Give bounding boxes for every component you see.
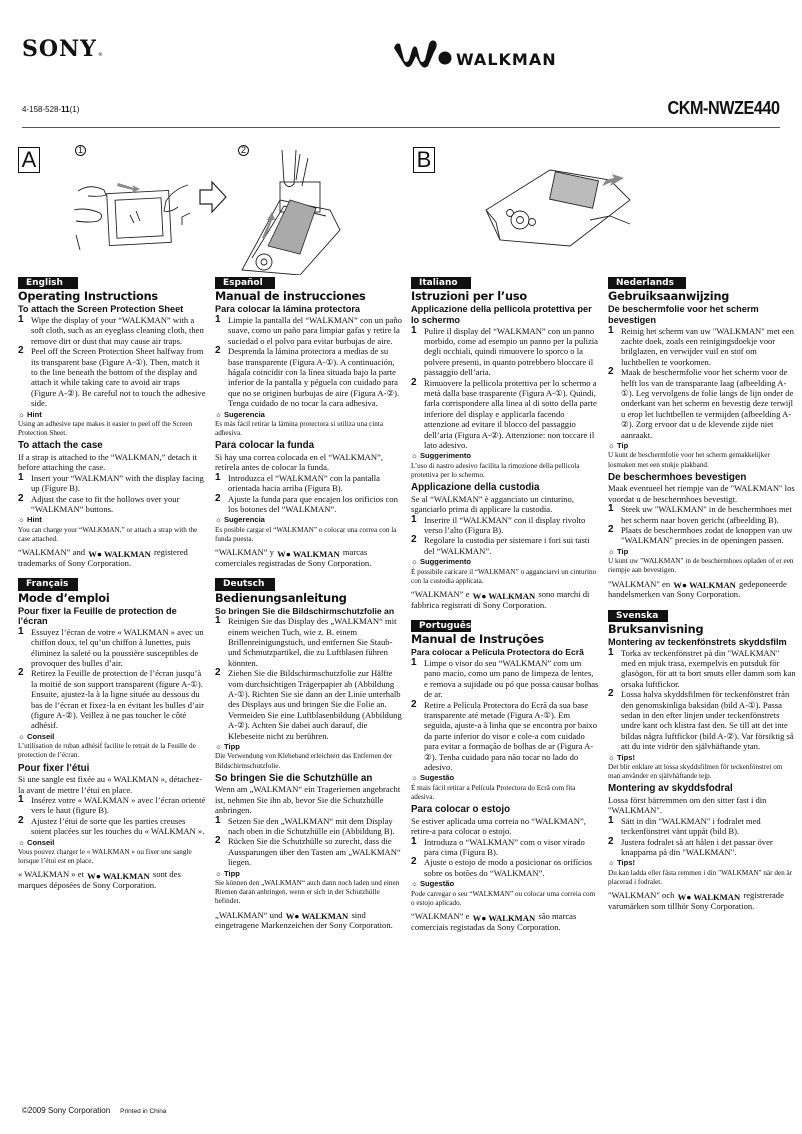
section-title: Operating Instructions [18, 290, 158, 304]
step-list [18, 795, 206, 837]
step-text: Sätt in din "WALKMAN" i fodralet med teckenfönstret vänt uppåt (bild B). [621, 815, 761, 837]
svg-text:WALKMAN: WALKMAN [456, 50, 557, 68]
trademark-pre: "WALKMAN" en [608, 578, 671, 589]
lightbulb-icon: ☼ [411, 879, 418, 889]
walkman-mini-logo-icon: W● WALKMAN [285, 911, 349, 922]
hint-text: Die Verwendung von Klebeband erleichtert das Entfernen der Bildschirmschutzfolie. [215, 752, 393, 770]
hint-text: Es posible cargar el “WALKMAN” o colocar una correa con la funda puesta. [215, 525, 397, 544]
trademark-pre: “WALKMAN” e [411, 589, 470, 600]
step-text: Justera fodralet så att hålen i det passar över knapparna på din "WALKMAN". [621, 836, 773, 857]
lightbulb-icon: ☼ [18, 837, 25, 847]
subsection-heading: So bringen Sie die Bildschirmschutzfolie an [215, 605, 395, 616]
step-text: Ajuste o estojo de modo a posicionar os orifícios sobre os botões do “WALKMAN”. [424, 857, 593, 878]
step-item [411, 515, 599, 536]
attach-sheet-illustration-icon [230, 150, 350, 275]
step-item [608, 326, 796, 368]
subsection-heading: Applicazione della custodia [411, 482, 540, 494]
step-number: 2 [608, 688, 614, 700]
step-number: 2 [18, 345, 24, 357]
step-item [608, 504, 796, 525]
step-text: Introduzca el “WALKMAN” con la pantalla orientada hacia arriba (Figura B). [228, 472, 380, 494]
step-item [215, 473, 403, 494]
step-list [411, 658, 599, 772]
step-number: 2 [608, 835, 614, 847]
language-tab-italiano: Italiano [411, 277, 471, 289]
intro-text: Lossa först bärremmen om den sitter fast i din "WALKMAN". [608, 794, 767, 816]
step-number: 1 [215, 471, 221, 483]
step-item [18, 473, 206, 494]
hint-text: You can charge your “WALKMAN,” or attach a strap with the case attached. [18, 525, 198, 544]
step-list [608, 816, 796, 858]
column-4 [608, 277, 796, 921]
subsection-heading: Applicazione della pellicola protettiva per lo schermo [411, 304, 592, 325]
step-number: 1 [411, 324, 417, 336]
step-item [608, 367, 796, 440]
trademark-pre: « WALKMAN » et [18, 869, 84, 880]
subsection-heading: Pour fixer la Feuille de protection de l’écran [18, 605, 177, 627]
subsection-heading: So bringen Sie die Schutzhülle an [215, 772, 373, 784]
step-text: Adjust the case to fit the hollows over your “WALKMAN” buttons. [31, 493, 180, 514]
step-number: 2 [411, 856, 417, 868]
trademark-post: são marcas comerciais registadas da Sony Corporation. [411, 911, 577, 932]
hint-text: Pode carregar o seu “WALKMAN” ou colocar uma correia com o estojo aplicado. [411, 889, 596, 907]
step-item [411, 837, 599, 858]
language-tab-francais: Français [18, 578, 78, 590]
subsection-heading: Para colocar la funda [215, 440, 315, 452]
header-divider [22, 127, 780, 128]
trademark-notice [608, 579, 796, 600]
step-text: Rücken Sie die Schutzhülle so zurecht, dass die Aussparungen über den Tasten am „WALKMAN“ liegen. [228, 836, 401, 868]
step-text: Ziehen Sie die Bildschirmschutzfolie zur Hälfte vom durchsichtigen Trägerpapier ab (Abbildung A-①). Richten Sie sie dann an der Linie unterhalb des Displays aus und bringen Sie die Folie an. Vermeiden Sie eine Luftblasenbildung (Abbildung A-②). Achten Sie dabei auch darauf, die Klebeseite nicht zu berühren. [228, 668, 402, 741]
printed-in-text: Printed in China [120, 1108, 167, 1115]
part-number-bold: 11 [61, 105, 70, 114]
hint-heading [215, 410, 403, 420]
language-tab-deutsch: Deutsch [215, 578, 275, 590]
step-number: 1 [608, 646, 614, 658]
footer [22, 1106, 166, 1115]
step-number: 1 [215, 615, 221, 627]
hint-heading [608, 441, 796, 451]
step-number: 1 [18, 625, 24, 637]
step-text: Retirez la Feuille de protection de l’écran jusqu’à la moitié de son support transparent (figure A-①). Ensuite, ajustez-la à la ligne située au dessous du bas de l’écran et fixez-la en évitant les bulles d’air (figure A-②). Veillez à ne pas toucher le côté adhésif. [31, 668, 204, 731]
figure-b-label: B [413, 147, 435, 173]
registered-mark: ® [97, 52, 104, 58]
hint-label: Tip [616, 546, 629, 556]
lightbulb-icon: ☼ [608, 752, 615, 762]
hint-label: Suggerimento [419, 557, 472, 567]
lightbulb-icon: ☼ [215, 742, 222, 752]
arrow-right-icon [198, 180, 228, 214]
trademark-notice [18, 547, 206, 568]
case-illustration-icon [480, 160, 640, 250]
copyright-text: ©2009 Sony Corporation [22, 1106, 111, 1115]
hint-text: É mais fácil retirar a Película Protectora do Ecrã com fita adesiva. [411, 783, 576, 802]
step-text: Essuyez l’écran de votre « WALKMAN » avec un chiffon doux, tel qu’un chiffon à lunettes, puis éliminez la saleté ou la poussière susceptibles de provoquer des bulles d’air. [31, 626, 204, 668]
walkman-logo-icon [392, 38, 607, 68]
step-list [608, 326, 796, 440]
step-number: 2 [18, 492, 24, 504]
trademark-pre: „WALKMAN“ und [215, 909, 283, 920]
part-number-suffix: (1) [69, 105, 80, 114]
step-text: Insert your “WALKMAN” with the display facing up (Figure B). [31, 472, 204, 494]
intro-text: Wenn am „WALKMAN“ ein Trageriemen angebracht ist, nehmen Sie ihn ab, bevor Sie die Schutzhülle anbringen. [215, 784, 401, 816]
hint-label: Sugerencia [223, 515, 265, 525]
trademark-pre: “WALKMAN” y [215, 547, 274, 558]
column-2 [215, 277, 403, 941]
section-nederlands [608, 277, 796, 600]
figure-a-step-2: 2 [238, 145, 249, 156]
language-tab-nederlands: Nederlands [608, 277, 686, 289]
column-3 [411, 277, 599, 942]
step-text: Limpe o visor do seu “WALKMAN” com um pano macio, como um pano de limpeza de lentes, e remova a sujidade ou pó que possa causar bolhas de ar. [424, 657, 599, 700]
trademark-notice [215, 547, 403, 568]
section-title: Gebruiksaanwijzing [608, 290, 730, 304]
lightbulb-icon: ☼ [608, 441, 615, 451]
step-number: 1 [215, 314, 221, 325]
step-number: 1 [215, 814, 221, 826]
hint-text: Using an adhesive tape makes it easier to peel off the Screen Protection Sheet. [18, 420, 193, 438]
step-item [18, 315, 206, 346]
trademark-notice [608, 890, 796, 911]
step-item [608, 525, 796, 546]
step-list [18, 473, 206, 515]
step-text: Steek uw "WALKMAN" in de beschermhoes met het scherm naar boven gericht (afbeelding B). [621, 504, 792, 525]
step-list [18, 627, 206, 731]
hint-heading [411, 879, 599, 889]
step-text: Reinigen Sie das Display des „WALKMAN“ mit einem weichen Tuch, wie z. B. einem Brillenreinigungstuch, und entfernen Sie Staub- und Schmutzpartikel, die zu Luftblasen führen könnten. [228, 616, 397, 668]
lightbulb-icon: ☼ [411, 773, 418, 783]
intro-text: Se al “WALKMAN” è agganciato un cinturino, sganciarlo prima di applicare la custodia. [411, 493, 574, 515]
trademark-post: marcas comerciales registradas de Sony Corporation. [215, 547, 372, 568]
hint-label: Hint [26, 515, 42, 525]
step-item [411, 700, 599, 773]
language-tab-svenska: Svenska [608, 610, 668, 622]
subsection-heading: De beschermfolie voor het scherm bevestigen [608, 304, 759, 325]
step-number: 1 [608, 814, 614, 826]
hint-heading [608, 858, 796, 868]
subsection-heading: Para colocar a Película Protectora do Ecrã [411, 647, 584, 658]
hint-text: È possibile caricare il “WALKMAN” o agganciarvi un cinturino con la custodia applicata. [411, 567, 597, 585]
step-list [18, 315, 206, 409]
step-list [411, 326, 599, 451]
step-item [215, 616, 403, 668]
language-tab-portugues: Português [411, 620, 471, 632]
step-number: 2 [411, 534, 417, 546]
section-espanol [215, 277, 403, 568]
step-number: 1 [18, 471, 24, 483]
hint-text: Es más fácil retirar la lámina protectora si utiliza una cinta adhesiva. [215, 420, 384, 438]
step-item [608, 837, 796, 858]
trademark-notice [215, 910, 403, 931]
intro-text: Si une sangle est fixée au « WALKMAN », détachez-la avant de mettre l’étui en place. [18, 774, 203, 795]
hint-label: Sugestão [419, 773, 455, 783]
step-item [18, 627, 206, 669]
step-number: 2 [18, 667, 24, 679]
trademark-post: sont des marques déposées de Sony Corporation. [18, 869, 181, 890]
trademark-post: sono marchi di fabbrica registrati di Sony Corporation. [411, 589, 590, 610]
trademark-post: registrerade varumärken som tillhör Sony Corporation. [608, 890, 784, 911]
walkman-mini-logo-icon: W● WALKMAN [472, 912, 536, 923]
hint-heading [18, 410, 206, 420]
step-list [608, 504, 796, 546]
brand-text: SONY [22, 36, 97, 62]
step-text: Limpie la pantalla del “WALKMAN” con un paño suave, como un paño para limpiar gafas y retire la suciedad o el polvo para evitar burbujas de aire. [228, 315, 402, 346]
intro-text: Si hay una correa colocada en el “WALKMAN”, retírela antes de colocar la funda. [215, 451, 383, 473]
section-title: Bedienungsanleitung [215, 591, 347, 605]
step-number: 2 [215, 345, 221, 357]
step-list [215, 315, 403, 409]
lightbulb-icon: ☼ [411, 451, 418, 461]
hint-heading [18, 838, 206, 848]
step-text: Pulire il display del “WALKMAN” con un panno morbido, come ad esempio un panno per la pulizia degli occhiali, quindi rimuovere lo sporco o la polvere presenti, in quanto potrebbero bloccare il passaggio dell’aria. [424, 325, 598, 378]
hint-heading [18, 732, 206, 742]
step-item [608, 689, 796, 751]
column-1 [18, 277, 206, 900]
section-title: Manual de Instruções [411, 633, 544, 647]
step-number: 1 [18, 314, 24, 325]
intro-text: If a strap is attached to the “WALKMAN,” detach it before attaching the case. [18, 451, 197, 473]
trademark-pre: "WALKMAN" och [608, 890, 675, 901]
hint-text: U kunt uw "WALKMAN" in de beschermhoes opladen of er een riempje aan bevestigen. [608, 557, 794, 575]
section-portugues [411, 620, 599, 932]
lightbulb-icon: ☼ [215, 868, 222, 878]
step-item [411, 326, 599, 378]
part-number [22, 105, 79, 114]
step-number: 1 [608, 503, 614, 515]
step-text: Wipe the display of your “WALKMAN” with a soft cloth, such as an eyeglass cleaning cloth, then remove dirt or dust that may cause air traps. [31, 315, 204, 346]
trademark-notice [411, 911, 599, 932]
language-tab-english: English [18, 277, 78, 289]
hint-text: U kunt de beschermfolie voor het scherm gemakkelijker losmaken met een stukje plakband. [608, 451, 770, 469]
peel-sheet-illustration-icon [70, 155, 195, 255]
lightbulb-icon: ☼ [215, 409, 222, 419]
step-item [215, 836, 403, 867]
section-svenska [608, 610, 796, 912]
hint-heading [608, 753, 796, 763]
figure-a-step-1: 1 [75, 145, 86, 156]
hint-label: Tipp [223, 742, 240, 752]
hint-heading [411, 557, 599, 567]
step-item [411, 535, 599, 556]
hint-label: Hint [26, 409, 42, 419]
walkman-mini-logo-icon: W● WALKMAN [277, 548, 340, 559]
step-list [608, 648, 796, 752]
step-number: 2 [215, 667, 221, 679]
hint-text: Vous pouvez charger le « WALKMAN » ou fixer une sangle lorsque l’étui est en place. [18, 847, 192, 866]
section-deutsch [215, 578, 403, 930]
subsection-heading: Para colocar o estojo [411, 804, 511, 816]
section-title: Manual de instrucciones [215, 290, 366, 304]
hint-heading [411, 451, 599, 461]
step-item [18, 816, 206, 837]
step-list [411, 515, 599, 557]
step-text: Peel off the Screen Protection Sheet halfway from its transparent base (Figure A-①). Then, match it to the line beneath the bottom of the display and attach it while taking care to avoid air traps (Figure A-②). Be careful not to touch the adhesive side. [31, 346, 206, 409]
hint-heading [215, 742, 403, 752]
step-item [411, 658, 599, 700]
walkman-mini-logo-icon: W● WALKMAN [472, 590, 536, 601]
step-item [18, 494, 206, 515]
step-number: 1 [411, 656, 417, 668]
step-text: Rimuovere la pellicola protettiva per lo schermo a metà dalla base trasparente (Figura A-①). Quindi, farla corrispondere alla linea al di sotto della parte inferiore del display e applicarla facendo attenzione ad evitare il blocco del passaggio dell’aria (Figura A-②). Attenzione: non toccare il lato adesivo. [424, 377, 597, 451]
model-number: CKM-NWZE440 [667, 98, 780, 118]
step-number: 2 [608, 366, 614, 378]
step-text: Torka av teckenfönstret på din "WALKMAN" med en mjuk trasa, exempelvis en putsduk för glasögon, för att ta bort smuts eller damm som kan orsaka luftfickor. [621, 647, 796, 689]
section-english [18, 277, 206, 568]
step-text: Retire a Película Protectora do Ecrã da sua base transparente até metade (Figura A-①). Em seguida, ajuste-a à linha que se encontra por baixo da parte inferior do visor e cole-a com cuidado para evitar a formação de bolhas de ar (Figura A-②). Tenha cuidado para não tocar no lado do adesivo. [424, 699, 598, 773]
step-number: 2 [215, 492, 221, 504]
hint-text: Du kan ladda eller fästa remmen i din "WALKMAN" när den är placerad i fodralet. [608, 868, 793, 886]
section-francais [18, 578, 206, 890]
hint-label: Suggerimento [419, 451, 472, 461]
hint-label: Tip [616, 441, 629, 451]
hint-label: Tips! [616, 752, 635, 762]
walkman-mini-logo-icon: W● WALKMAN [677, 891, 741, 902]
hint-heading [411, 773, 599, 783]
intro-text: Maak eventueel het riempje van de "WALKMAN" los voordat u de beschermhoes bevestigt. [608, 483, 795, 504]
trademark-post: registered trademarks of Sony Corporation. [18, 547, 188, 568]
lightbulb-icon: ☼ [608, 546, 615, 556]
lightbulb-icon: ☼ [18, 731, 25, 741]
step-number: 2 [608, 524, 614, 535]
step-number: 2 [411, 698, 417, 710]
step-text: Inserire il “WALKMAN” con il display rivolto verso l’alto (Figura B). [424, 514, 586, 535]
hint-heading [215, 869, 403, 879]
step-text: Introduza o “WALKMAN” com o visor virado para cima (Figura B). [424, 836, 585, 857]
step-text: Setzen Sie den „WALKMAN“ mit dem Display nach oben in die Schutzhülle ein (Abbildung B). [228, 815, 395, 836]
step-number: 2 [215, 835, 221, 847]
language-tab-espanol: Español [215, 277, 275, 289]
step-number: 2 [18, 814, 24, 826]
step-item [411, 378, 599, 451]
step-item [411, 857, 599, 878]
hint-text: Det blir enklare att lossa skyddsfilmen för teckenfönstret om man använder en självhäftande tejp. [608, 763, 783, 781]
trademark-notice [411, 589, 599, 610]
trademark-post: sind eingetragene Markenzeichen der Sony Corporation. [215, 909, 393, 931]
hint-text: L’uso di nastro adesivo facilita la rimozione della pellicola protettiva per lo schermo. [411, 461, 580, 480]
hint-text: Sie können den „WALKMAN“ auch dann noch laden und einen Riemen daran anbringen, wenn er sich in der Schutzhülle befindet. [215, 879, 400, 906]
step-text: Reinig het scherm van uw "WALKMAN" met een zachte doek, zoals een reinigingsdoekje voor brilglazen, en verwijder vuil en stof om luchtbellen te voorkomen. [621, 325, 794, 367]
lightbulb-icon: ☼ [215, 515, 222, 525]
walkman-mini-logo-icon: W● WALKMAN [87, 870, 150, 881]
step-item [608, 816, 796, 837]
lightbulb-icon: ☼ [18, 515, 25, 525]
step-number: 1 [608, 324, 614, 336]
subsection-heading: Montering av teckenfönstrets skyddsfilm [608, 636, 787, 647]
step-item [215, 346, 403, 408]
step-text: Regolare la custodia per sistemare i fori sui tasti del “WALKMAN”. [424, 535, 590, 556]
step-item [608, 648, 796, 690]
subsection-heading: De beschermhoes bevestigen [608, 471, 747, 483]
step-text: Ajustez l’étui de sorte que les parties creuses soient placées sur les touches du « WALKMAN ». [31, 815, 205, 837]
lightbulb-icon: ☼ [18, 409, 25, 419]
step-number: 2 [411, 376, 417, 388]
section-title: Istruzioni per l’uso [411, 290, 527, 304]
step-number: 1 [18, 793, 24, 805]
hint-text: L’utilisation de ruban adhésif facilite le retrait de la Feuille de protection de l’écran. [18, 742, 196, 760]
part-number-prefix: 4-158-528- [22, 105, 62, 114]
step-number: 1 [411, 513, 417, 525]
walkman-mini-logo-icon: W● WALKMAN [673, 580, 736, 591]
hint-label: Tips! [616, 858, 635, 868]
step-number: 1 [411, 835, 417, 847]
step-list [411, 837, 599, 879]
step-item [18, 795, 206, 816]
hint-heading [18, 515, 206, 525]
trademark-notice [18, 869, 206, 890]
lightbulb-icon: ☼ [411, 557, 418, 567]
lightbulb-icon: ☼ [608, 858, 615, 868]
step-item [215, 816, 403, 837]
subsection-heading: To attach the case [18, 440, 103, 452]
step-text: Plaats de beschermhoes zodat de knoppen van uw "WALKMAN" precies in de openingen passen. [621, 525, 793, 546]
intro-text: Se estiver aplicada uma correia no “WALKMAN”, retire-a para colocar o estojo. [411, 815, 586, 837]
hint-heading [215, 515, 403, 525]
step-list [215, 816, 403, 868]
subsection-heading: Montering av skyddsfodral [608, 783, 733, 795]
section-italiano [411, 277, 599, 610]
trademark-post: gedeponeerde handelsmerken van Sony Corporation. [608, 578, 787, 600]
sony-logo [22, 36, 104, 62]
trademark-pre: “WALKMAN” e [411, 911, 470, 921]
step-text: Lossa halva skyddsfilmen för teckenfönstret från den genomskinliga baksidan (bild A-①). Passa sedan in den efter linjen under teckenfönstrets undre kant och klistra fast den. Se till att det inte bildas några luftfickor (bild A-②). Var försiktig så att du inte vidrör den självhäftande ytan. [621, 689, 794, 752]
section-title: Bruksanvisning [608, 622, 704, 636]
step-item [215, 668, 403, 741]
trademark-pre: “WALKMAN” and [18, 547, 86, 558]
walkman-mini-logo-icon: W● WALKMAN [88, 548, 151, 559]
step-text: Insérez votre « WALKMAN » avec l’écran orienté vers le haut (figure B). [31, 794, 206, 816]
hint-label: Sugestão [419, 879, 455, 889]
hint-label: Tipp [223, 868, 240, 878]
figure-a-label: A [18, 147, 40, 173]
section-title: Mode d’emploi [18, 591, 110, 605]
hint-heading [608, 547, 796, 557]
subsection-heading: To attach the Screen Protection Sheet [18, 304, 184, 315]
hint-label: Conseil [26, 837, 55, 847]
step-item [215, 494, 403, 515]
step-text: Ajuste la funda para que encajen los orificios con los botones del “WALKMAN”. [228, 493, 398, 514]
step-text: Maak de beschermfolie voor het scherm voor de helft los van de transparante laag (afbeelding A-①). Leg vervolgens de folie langs de lijn onder de onderkant van het scherm en bevestig deze terwijl u erop let luchtbellen te vermijden (afbeelding A-②). Zorg ervoor dat u de klevende zijde niet aanraakt. [621, 367, 794, 440]
subsection-heading: Para colocar la lámina protectora [215, 304, 361, 315]
step-item [18, 346, 206, 408]
step-item [18, 668, 206, 730]
step-item [215, 315, 403, 346]
step-text: Desprenda la lámina protectora a medias de su base transparente (Figura A-①). A continuación, hágala coincidir con la línea situada bajo la parte inferior de la pantalla y péguela con cuidado para que no se originen burbujas de aire (Figura A-②). Tenga cuidado de no tocar la cara adhesiva. [228, 346, 400, 409]
hint-label: Sugerencia [223, 409, 265, 419]
hint-label: Conseil [26, 731, 55, 741]
subsection-heading: Pour fixer l’étui [18, 762, 90, 774]
step-list [215, 473, 403, 515]
step-list [215, 616, 403, 741]
